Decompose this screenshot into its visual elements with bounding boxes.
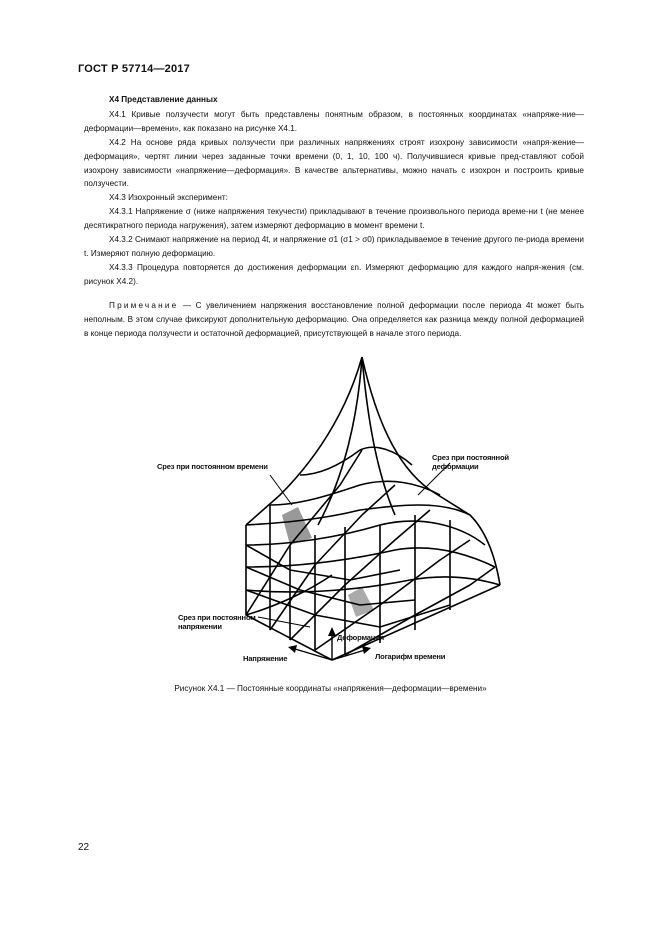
label-stress-slice: Срез при постоянном напряжении [178, 613, 256, 631]
label-deform-slice: Срез при постоянной деформации [432, 453, 509, 471]
figure-x4-1 [150, 355, 530, 675]
paragraph-x4-3-3: Х4.3.3 Процедура повторяется до достижения деформации εn. Измеряют деформацию для каждого напря-жения (см. рисунок Х4.2). [84, 262, 584, 286]
section-title: Х4 Представление данных [109, 95, 218, 104]
label-axis-stress: Напряжение [243, 654, 288, 663]
figure-caption: Рисунок Х4.1 — Постоянные координаты «напряжения—деформации—времени» [174, 684, 487, 693]
paragraph-x4-3-1: Х4.3.1 Напряжение σ (ниже напряжения текучести) прикладывают в течение произвольного периода време-ни t (не менее десятикратного периода нагружения), затем измеряют деформацию в момент времени t. [84, 207, 584, 231]
note-text: — С увеличением напряжения восстановление полной деформации после периода 4t может быть неполным. В этом случае фиксируют дополнительную деформацию. Она определяется как разница между полной деформацией в конце периода ползучести и остаточной деформацией, присутствующей в начале этого периода. [84, 300, 584, 338]
paragraph-x4-3-2: Х4.3.2 Снимают напряжение на период 4t, и напряжение σ1 (σ1 > σ0) прикладываемое в течение другого пе-риода времени t. Измеряют полную деформацию. [84, 235, 584, 258]
label-axis-log-time: Логарифм времени [375, 652, 446, 661]
note [84, 299, 584, 341]
paragraph-x4-3: Х4.3 Изохронный эксперимент: [109, 193, 228, 203]
section-body [84, 93, 584, 340]
label-axis-deformation: Деформация [337, 633, 384, 642]
paragraph-x4-1: Х4.1 Кривые ползучести могут быть представлены понятным образом, в постоянных координатах «напряже-ние—деформации—времени», как показано на рисунке Х4.1. [84, 109, 584, 133]
page-number: 22 [78, 842, 90, 853]
label-time-slice: Срез при постоянном времени [157, 462, 268, 471]
document-header: ГОСТ Р 57714—2017 [78, 63, 190, 75]
paragraph-x4-2: Х4.2 На основе ряда кривых ползучести при различных напряжениях строят изохрону зависимости «напря-жение—деформация», чертят линии через заданные точки времени (0, 1, 10, 100 ч). Получившиеся кривые пред-ставляют собой изохрону зависимости «напряжение—деформация». В качестве альтернативы, можно начать с изохрон и построить кривые ползучести. [84, 137, 584, 189]
note-label: Примечание [109, 300, 179, 310]
